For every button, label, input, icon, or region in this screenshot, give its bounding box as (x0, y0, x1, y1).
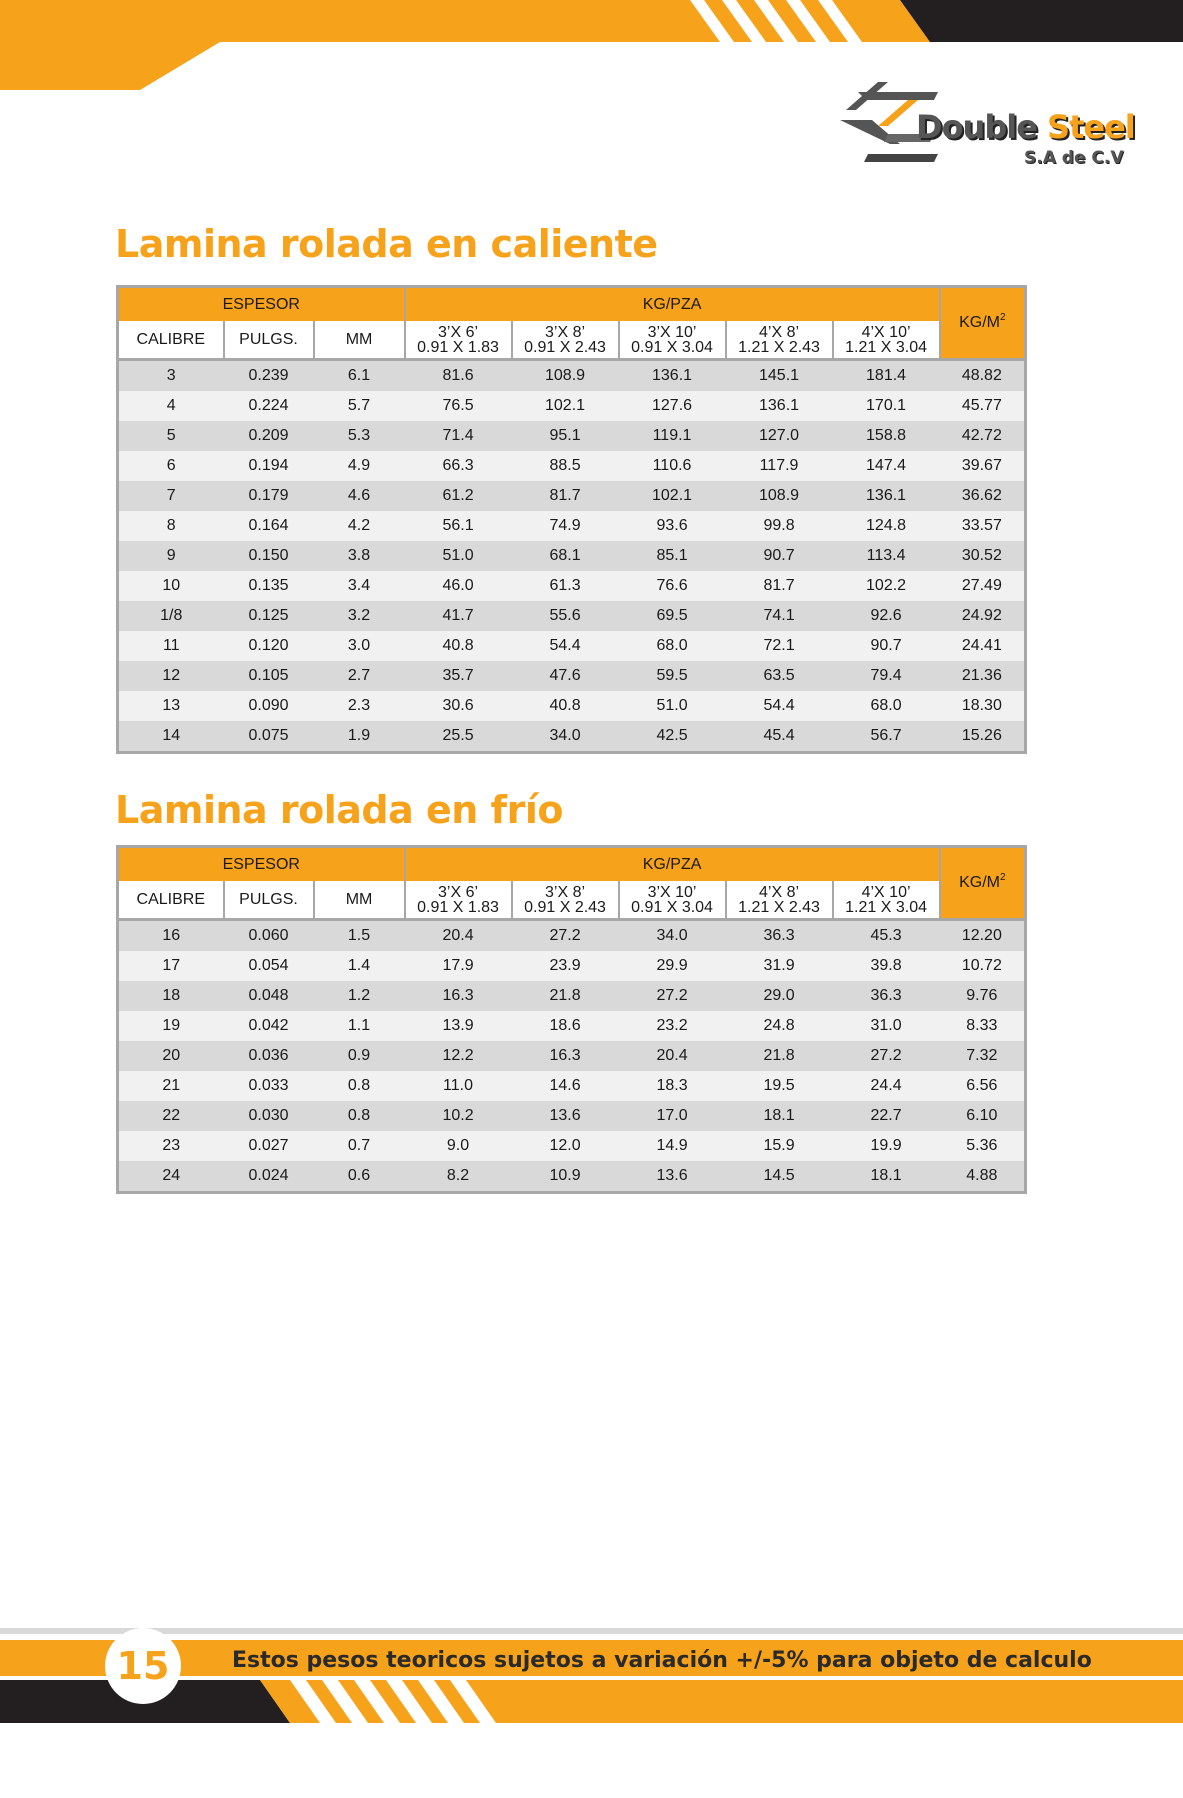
table-cell: 3.8 (314, 541, 405, 571)
size-meters: 1.21 X 3.04 (845, 898, 927, 916)
table-cell: 18 (118, 981, 224, 1011)
table-cell: 4.88 (940, 1161, 1026, 1193)
table-cell: 147.4 (833, 451, 940, 481)
table-cell: 170.1 (833, 391, 940, 421)
table-body (118, 360, 1026, 753)
section-title-cold-rolled: Lamina rolada en frío (115, 788, 563, 832)
table-cell: 17.0 (619, 1101, 726, 1131)
table-cell: 117.9 (726, 451, 833, 481)
size-feet: 3’X 10’ (647, 323, 697, 341)
table-cell: 0.8 (314, 1101, 405, 1131)
table-cell: 1.5 (314, 920, 405, 952)
table-cell: 19.9 (833, 1131, 940, 1161)
table-row (118, 421, 1026, 451)
size-header (405, 881, 512, 920)
table-cell: 4.9 (314, 451, 405, 481)
table-cell: 5.7 (314, 391, 405, 421)
table-cell: 124.8 (833, 511, 940, 541)
table-cell: 2.3 (314, 691, 405, 721)
size-header (833, 881, 940, 920)
table-cell: 0.164 (224, 511, 314, 541)
brand-suffix: S.A de C.V (1024, 148, 1124, 168)
table-row (118, 631, 1026, 661)
table-cell: 0.090 (224, 691, 314, 721)
table-cell: 24.41 (940, 631, 1026, 661)
table-cell: 6.1 (314, 360, 405, 392)
table-cell: 45.77 (940, 391, 1026, 421)
table-cell: 102.1 (512, 391, 619, 421)
table-cell: 23 (118, 1131, 224, 1161)
table-cell: 88.5 (512, 451, 619, 481)
size-feet: 4’X 8’ (759, 323, 800, 341)
table-cell: 10.72 (940, 951, 1026, 981)
size-feet: 3’X 8’ (545, 323, 586, 341)
table-cell: 36.62 (940, 481, 1026, 511)
table-cell: 59.5 (619, 661, 726, 691)
table-cell: 110.6 (619, 451, 726, 481)
table-cell: 1.4 (314, 951, 405, 981)
table-cell: 17 (118, 951, 224, 981)
table-cell: 8 (118, 511, 224, 541)
table-cell: 0.105 (224, 661, 314, 691)
table-row (118, 511, 1026, 541)
table-cell: 16 (118, 920, 224, 952)
brand-name-part1: Double (916, 108, 1037, 146)
table-cell: 20.4 (619, 1041, 726, 1071)
footer-note: Estos pesos teoricos sujetos a variación +/-5% para objeto de calculo (232, 1648, 1092, 1673)
table-cell: 68.0 (833, 691, 940, 721)
table-cell: 54.4 (726, 691, 833, 721)
table-row (118, 571, 1026, 601)
table-cell: 56.7 (833, 721, 940, 753)
table-cell: 47.6 (512, 661, 619, 691)
table-cell: 0.224 (224, 391, 314, 421)
table-cell: 0.8 (314, 1071, 405, 1101)
table-cell: 51.0 (619, 691, 726, 721)
table-cell: 24.92 (940, 601, 1026, 631)
table-cell: 21.8 (726, 1041, 833, 1071)
table-cell: 29.0 (726, 981, 833, 1011)
espesor-header: ESPESOR (118, 847, 405, 882)
table-cell: 36.3 (833, 981, 940, 1011)
table-cell: 63.5 (726, 661, 833, 691)
table-cell: 6.56 (940, 1071, 1026, 1101)
table-cell: 0.036 (224, 1041, 314, 1071)
table-cell: 79.4 (833, 661, 940, 691)
table-cell: 46.0 (405, 571, 512, 601)
table-cell: 41.7 (405, 601, 512, 631)
table-cell: 1.1 (314, 1011, 405, 1041)
table-cell: 158.8 (833, 421, 940, 451)
table-cell: 35.7 (405, 661, 512, 691)
table-cell: 181.4 (833, 360, 940, 392)
table-row (118, 1071, 1026, 1101)
table-cell: 51.0 (405, 541, 512, 571)
table-cell: 14.6 (512, 1071, 619, 1101)
table-cell: 14.5 (726, 1161, 833, 1193)
table-cell: 3.2 (314, 601, 405, 631)
table-cell: 71.4 (405, 421, 512, 451)
table-cell: 56.1 (405, 511, 512, 541)
size-meters: 1.21 X 2.43 (738, 898, 820, 916)
table-cell: 136.1 (619, 360, 726, 392)
table-cell: 6 (118, 451, 224, 481)
table-cell: 85.1 (619, 541, 726, 571)
table-row (118, 1101, 1026, 1131)
table-cell: 74.1 (726, 601, 833, 631)
kg-m2-header (940, 847, 1026, 920)
size-feet: 4’X 8’ (759, 883, 800, 901)
table-cell: 10.9 (512, 1161, 619, 1193)
table-cell: 8.33 (940, 1011, 1026, 1041)
size-header (833, 321, 940, 360)
table-cell: 48.82 (940, 360, 1026, 392)
table-cell: 13 (118, 691, 224, 721)
table-row (118, 981, 1026, 1011)
size-header (512, 321, 619, 360)
pulgs-header: PULGS. (224, 881, 314, 920)
table-cell: 27.2 (512, 920, 619, 952)
table-cell: 21 (118, 1071, 224, 1101)
table-cell: 6.10 (940, 1101, 1026, 1131)
table-cell: 68.1 (512, 541, 619, 571)
kg-m2-header (940, 287, 1026, 360)
table-row (118, 1041, 1026, 1071)
table-cell: 13.9 (405, 1011, 512, 1041)
hot-rolled-sheet-table (116, 285, 1027, 754)
table-cell: 24.8 (726, 1011, 833, 1041)
table-cell: 14 (118, 721, 224, 753)
size-meters: 0.91 X 1.83 (417, 898, 499, 916)
table-cell: 4.2 (314, 511, 405, 541)
table-cell: 23.2 (619, 1011, 726, 1041)
brand-name-part2: Steel (1047, 108, 1135, 146)
table-cell: 72.1 (726, 631, 833, 661)
table-cell: 21.8 (512, 981, 619, 1011)
table-cell: 3.0 (314, 631, 405, 661)
size-feet: 3’X 8’ (545, 883, 586, 901)
table-row (118, 1011, 1026, 1041)
table-cell: 90.7 (833, 631, 940, 661)
table-row (118, 601, 1026, 631)
table-cell: 108.9 (726, 481, 833, 511)
table-cell: 18.1 (833, 1161, 940, 1193)
table-cell: 29.9 (619, 951, 726, 981)
table-cell: 76.5 (405, 391, 512, 421)
size-header (726, 881, 833, 920)
section-title-hot-rolled: Lamina rolada en caliente (115, 222, 658, 266)
table-cell: 27.2 (833, 1041, 940, 1071)
table-cell: 136.1 (833, 481, 940, 511)
table-cell: 102.2 (833, 571, 940, 601)
table-cell: 39.67 (940, 451, 1026, 481)
size-feet: 3’X 6’ (438, 323, 479, 341)
table-cell: 69.5 (619, 601, 726, 631)
table-cell: 81.7 (512, 481, 619, 511)
size-meters: 1.21 X 3.04 (845, 338, 927, 356)
table-cell: 0.027 (224, 1131, 314, 1161)
table-cell: 61.3 (512, 571, 619, 601)
table-row (118, 360, 1026, 392)
table-cell: 0.9 (314, 1041, 405, 1071)
table-cell: 27.2 (619, 981, 726, 1011)
table-cell: 0.239 (224, 360, 314, 392)
table-cell: 12.2 (405, 1041, 512, 1071)
size-meters: 0.91 X 2.43 (524, 338, 606, 356)
table-cell: 23.9 (512, 951, 619, 981)
cold-rolled-sheet-table (116, 845, 1027, 1194)
size-header (619, 881, 726, 920)
table-cell: 81.7 (726, 571, 833, 601)
table-cell: 33.57 (940, 511, 1026, 541)
size-feet: 4’X 10’ (861, 883, 911, 901)
table-cell: 17.9 (405, 951, 512, 981)
pulgs-header: PULGS. (224, 321, 314, 360)
table-cell: 0.209 (224, 421, 314, 451)
table-cell: 16.3 (512, 1041, 619, 1071)
size-feet: 3’X 10’ (647, 883, 697, 901)
table-cell: 3.4 (314, 571, 405, 601)
table-cell: 81.6 (405, 360, 512, 392)
table-cell: 24.4 (833, 1071, 940, 1101)
size-header (726, 321, 833, 360)
table-cell: 0.024 (224, 1161, 314, 1193)
table-cell: 9.76 (940, 981, 1026, 1011)
table-cell: 7.32 (940, 1041, 1026, 1071)
table-cell: 15.9 (726, 1131, 833, 1161)
table-cell: 1.9 (314, 721, 405, 753)
kg-pza-header: KG/PZA (405, 847, 940, 882)
table-cell: 74.9 (512, 511, 619, 541)
table-cell: 108.9 (512, 360, 619, 392)
table-cell: 14.9 (619, 1131, 726, 1161)
company-logo (838, 74, 1135, 174)
calibre-header: CALIBRE (118, 881, 224, 920)
table-cell: 119.1 (619, 421, 726, 451)
table-cell: 61.2 (405, 481, 512, 511)
table-row (118, 451, 1026, 481)
table-cell: 22 (118, 1101, 224, 1131)
calibre-header: CALIBRE (118, 321, 224, 360)
table-cell: 45.4 (726, 721, 833, 753)
table-cell: 145.1 (726, 360, 833, 392)
table-cell: 95.1 (512, 421, 619, 451)
page-number: 15 (105, 1628, 181, 1704)
table-cell: 25.5 (405, 721, 512, 753)
table-cell: 36.3 (726, 920, 833, 952)
table-cell: 92.6 (833, 601, 940, 631)
table-cell: 0.194 (224, 451, 314, 481)
table-cell: 54.4 (512, 631, 619, 661)
table-cell: 0.075 (224, 721, 314, 753)
size-feet: 4’X 10’ (861, 323, 911, 341)
table-cell: 10 (118, 571, 224, 601)
table-cell: 0.048 (224, 981, 314, 1011)
table-cell: 39.8 (833, 951, 940, 981)
table-cell: 0.030 (224, 1101, 314, 1131)
table-cell: 40.8 (405, 631, 512, 661)
table-cell: 1/8 (118, 601, 224, 631)
table-row (118, 721, 1026, 753)
table-cell: 11 (118, 631, 224, 661)
brand-name (916, 108, 1135, 146)
kg-m2-superscript: 2 (1000, 312, 1006, 323)
kg-m2-label: KG/M (959, 874, 1000, 891)
table-cell: 12.0 (512, 1131, 619, 1161)
table-cell: 11.0 (405, 1071, 512, 1101)
table-cell: 42.72 (940, 421, 1026, 451)
table-cell: 4 (118, 391, 224, 421)
table-cell: 31.0 (833, 1011, 940, 1041)
size-header (619, 321, 726, 360)
table-cell: 0.042 (224, 1011, 314, 1041)
table-cell: 0.7 (314, 1131, 405, 1161)
table-cell: 0.150 (224, 541, 314, 571)
table-cell: 19.5 (726, 1071, 833, 1101)
table-cell: 9 (118, 541, 224, 571)
table-cell: 99.8 (726, 511, 833, 541)
table-cell: 0.054 (224, 951, 314, 981)
table-cell: 10.2 (405, 1101, 512, 1131)
espesor-header: ESPESOR (118, 287, 405, 322)
table-row (118, 691, 1026, 721)
table-cell: 1.2 (314, 981, 405, 1011)
table-cell: 0.120 (224, 631, 314, 661)
table-cell: 2.7 (314, 661, 405, 691)
table-cell: 9.0 (405, 1131, 512, 1161)
table-cell: 18.30 (940, 691, 1026, 721)
table-cell: 20 (118, 1041, 224, 1071)
table-cell: 24 (118, 1161, 224, 1193)
size-meters: 0.91 X 3.04 (631, 338, 713, 356)
table-cell: 127.6 (619, 391, 726, 421)
table-row (118, 920, 1026, 952)
table-cell: 76.6 (619, 571, 726, 601)
table-cell: 12.20 (940, 920, 1026, 952)
table-cell: 136.1 (726, 391, 833, 421)
table-cell: 31.9 (726, 951, 833, 981)
table-row (118, 541, 1026, 571)
table-row (118, 481, 1026, 511)
table-cell: 55.6 (512, 601, 619, 631)
table-cell: 127.0 (726, 421, 833, 451)
table-cell: 20.4 (405, 920, 512, 952)
table-cell: 7 (118, 481, 224, 511)
table-cell: 3 (118, 360, 224, 392)
table-cell: 102.1 (619, 481, 726, 511)
table-cell: 5 (118, 421, 224, 451)
table-row (118, 391, 1026, 421)
size-feet: 3’X 6’ (438, 883, 479, 901)
size-header (512, 881, 619, 920)
table-cell: 34.0 (619, 920, 726, 952)
size-meters: 1.21 X 2.43 (738, 338, 820, 356)
table-cell: 15.26 (940, 721, 1026, 753)
size-meters: 0.91 X 2.43 (524, 898, 606, 916)
table-cell: 113.4 (833, 541, 940, 571)
table-row (118, 1131, 1026, 1161)
table-cell: 4.6 (314, 481, 405, 511)
table-cell: 0.125 (224, 601, 314, 631)
table-cell: 5.36 (940, 1131, 1026, 1161)
kg-m2-label: KG/M (959, 314, 1000, 331)
table-cell: 18.3 (619, 1071, 726, 1101)
table-cell: 18.1 (726, 1101, 833, 1131)
mm-header: MM (314, 881, 405, 920)
table-cell: 5.3 (314, 421, 405, 451)
table-cell: 42.5 (619, 721, 726, 753)
table-cell: 93.6 (619, 511, 726, 541)
table-cell: 68.0 (619, 631, 726, 661)
table-cell: 18.6 (512, 1011, 619, 1041)
table-cell: 8.2 (405, 1161, 512, 1193)
table-cell: 0.6 (314, 1161, 405, 1193)
table-cell: 13.6 (512, 1101, 619, 1131)
table-cell: 13.6 (619, 1161, 726, 1193)
table-cell: 22.7 (833, 1101, 940, 1131)
table-cell: 21.36 (940, 661, 1026, 691)
table-cell: 30.52 (940, 541, 1026, 571)
table-cell: 16.3 (405, 981, 512, 1011)
table-row (118, 661, 1026, 691)
table-cell: 40.8 (512, 691, 619, 721)
table-cell: 0.033 (224, 1071, 314, 1101)
table-cell: 66.3 (405, 451, 512, 481)
size-meters: 0.91 X 1.83 (417, 338, 499, 356)
kg-pza-header: KG/PZA (405, 287, 940, 322)
table-cell: 30.6 (405, 691, 512, 721)
size-meters: 0.91 X 3.04 (631, 898, 713, 916)
table-cell: 0.135 (224, 571, 314, 601)
table-body (118, 920, 1026, 1193)
kg-m2-superscript: 2 (1000, 872, 1006, 883)
table-cell: 27.49 (940, 571, 1026, 601)
table-cell: 90.7 (726, 541, 833, 571)
table-cell: 19 (118, 1011, 224, 1041)
table-cell: 12 (118, 661, 224, 691)
size-header (405, 321, 512, 360)
mm-header: MM (314, 321, 405, 360)
table-row (118, 951, 1026, 981)
table-row (118, 1161, 1026, 1193)
table-cell: 0.060 (224, 920, 314, 952)
table-cell: 0.179 (224, 481, 314, 511)
table-cell: 45.3 (833, 920, 940, 952)
table-cell: 34.0 (512, 721, 619, 753)
